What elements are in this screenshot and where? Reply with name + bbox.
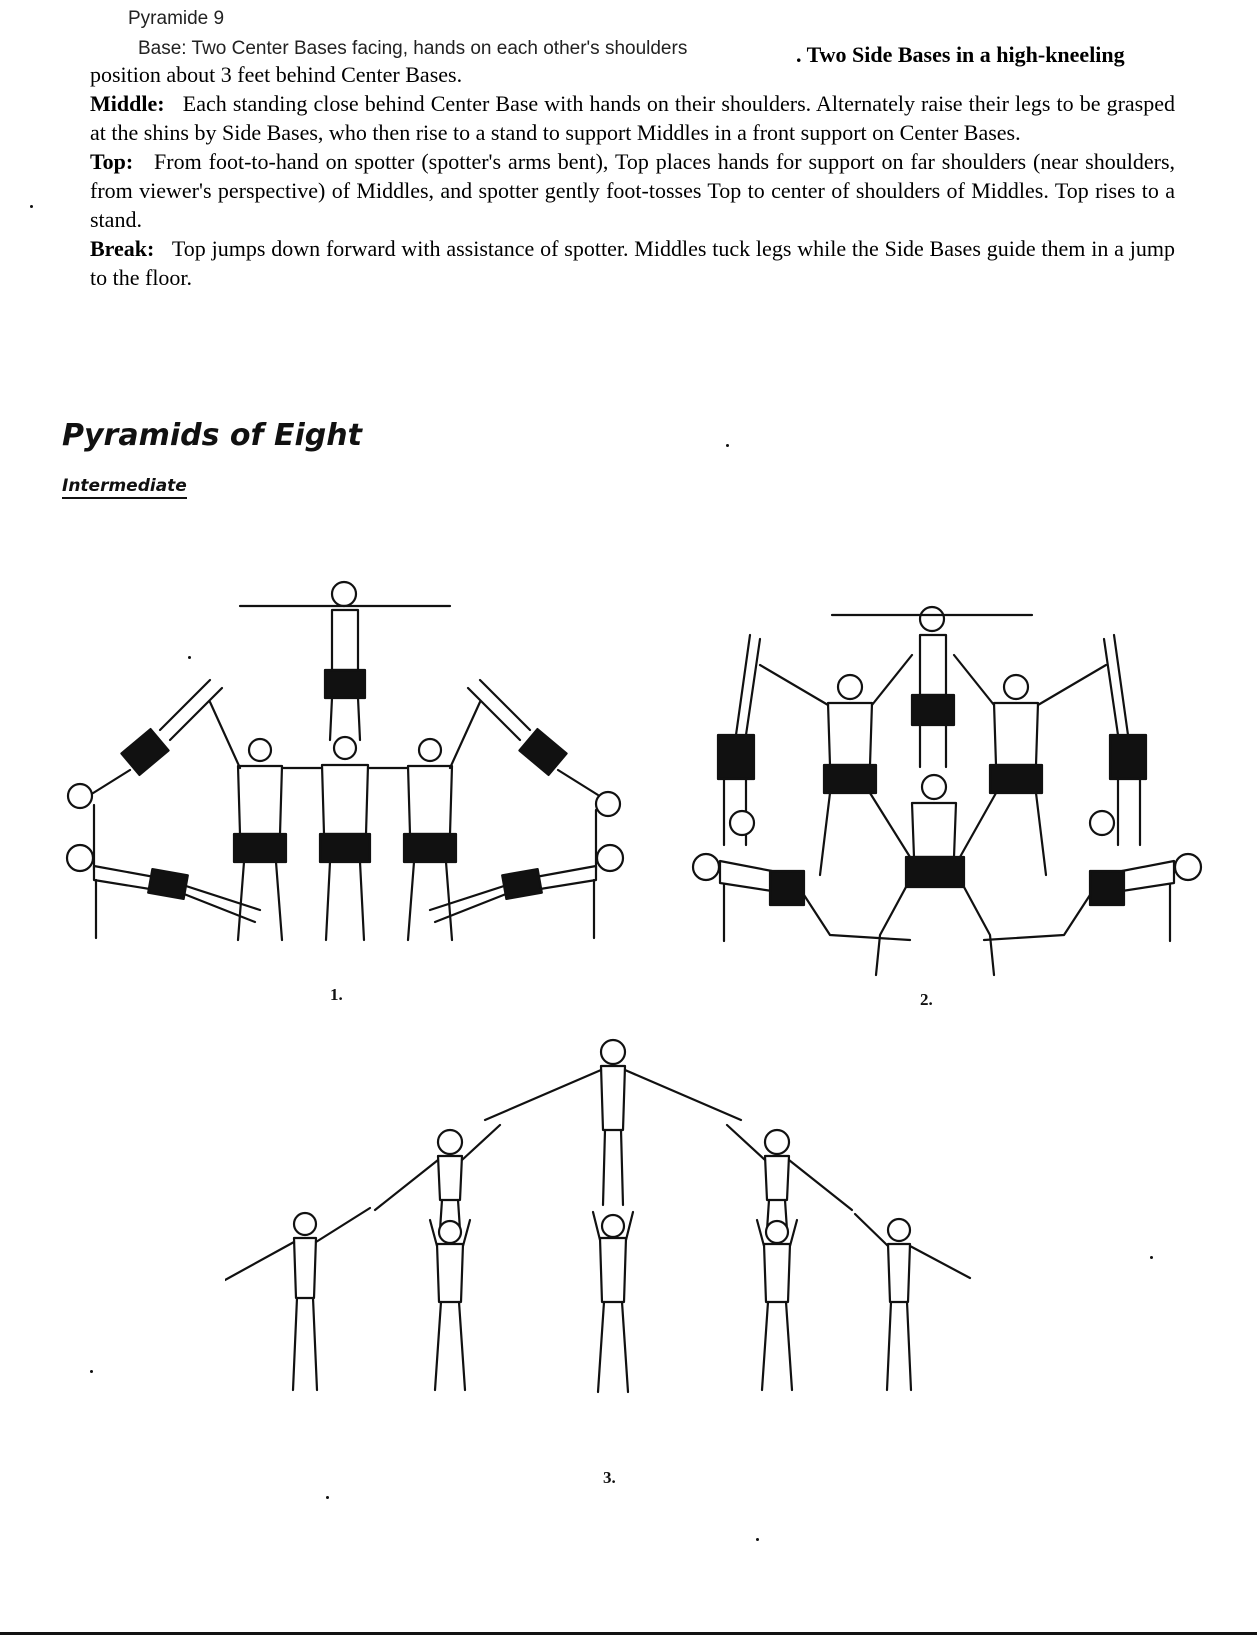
scan-speck bbox=[326, 1496, 329, 1499]
level-heading: Intermediate bbox=[62, 476, 187, 499]
pyramid-label: Pyramide 9 bbox=[128, 8, 225, 29]
base-continuation: . Two Side Bases in a high-kneeling bbox=[796, 42, 1125, 67]
base-line-2: position about 3 feet behind Center Bases. bbox=[90, 62, 463, 87]
top-paragraph bbox=[90, 147, 1175, 234]
pyramid-figure-1 bbox=[50, 570, 640, 990]
scan-speck bbox=[756, 1538, 759, 1541]
pyramid-figure-3 bbox=[225, 1030, 985, 1450]
middle-paragraph bbox=[90, 89, 1175, 147]
pyramid-instructions bbox=[90, 42, 1175, 292]
break-label: Break: bbox=[90, 236, 155, 261]
middle-label: Middle: bbox=[90, 91, 165, 116]
section-title: Pyramids of Eight bbox=[62, 418, 362, 453]
figure-label-2: 2. bbox=[920, 990, 933, 1009]
figure-label-3: 3. bbox=[603, 1468, 616, 1487]
top-text: From foot-to-hand on spotter (spotter's arms bent), Top places hands for support on far shoulders (near shoulders, from viewer's perspective) of Middles, and spotter gently foot-tosses Top to center of shoulders of Middles. Top rises to a stand. bbox=[90, 149, 1176, 232]
overlay-base-line: Base: Two Center Bases facing, hands on each other's shoulders bbox=[138, 38, 688, 59]
break-paragraph bbox=[90, 234, 1175, 292]
bottom-rule bbox=[0, 1632, 1257, 1635]
pyramid-figure-2 bbox=[680, 595, 1220, 995]
scan-speck bbox=[1150, 1256, 1153, 1259]
break-text: Top jumps down forward with assistance of spotter. Middles tuck legs while the Side Bases guide them in a jump to the floor. bbox=[90, 236, 1176, 290]
scan-speck bbox=[90, 1370, 93, 1373]
header-overlay bbox=[128, 8, 688, 59]
scan-speck bbox=[188, 656, 191, 659]
top-label: Top: bbox=[90, 149, 134, 174]
figure-label-1: 1. bbox=[330, 985, 343, 1004]
middle-text: Each standing close behind Center Base with hands on their shoulders. Alternately raise their legs to be grasped at the shins by Side Bases, who then rise to a stand to support Middles in a front support on Center Bases. bbox=[90, 91, 1176, 145]
scan-speck bbox=[30, 205, 33, 208]
scan-speck bbox=[726, 444, 729, 447]
